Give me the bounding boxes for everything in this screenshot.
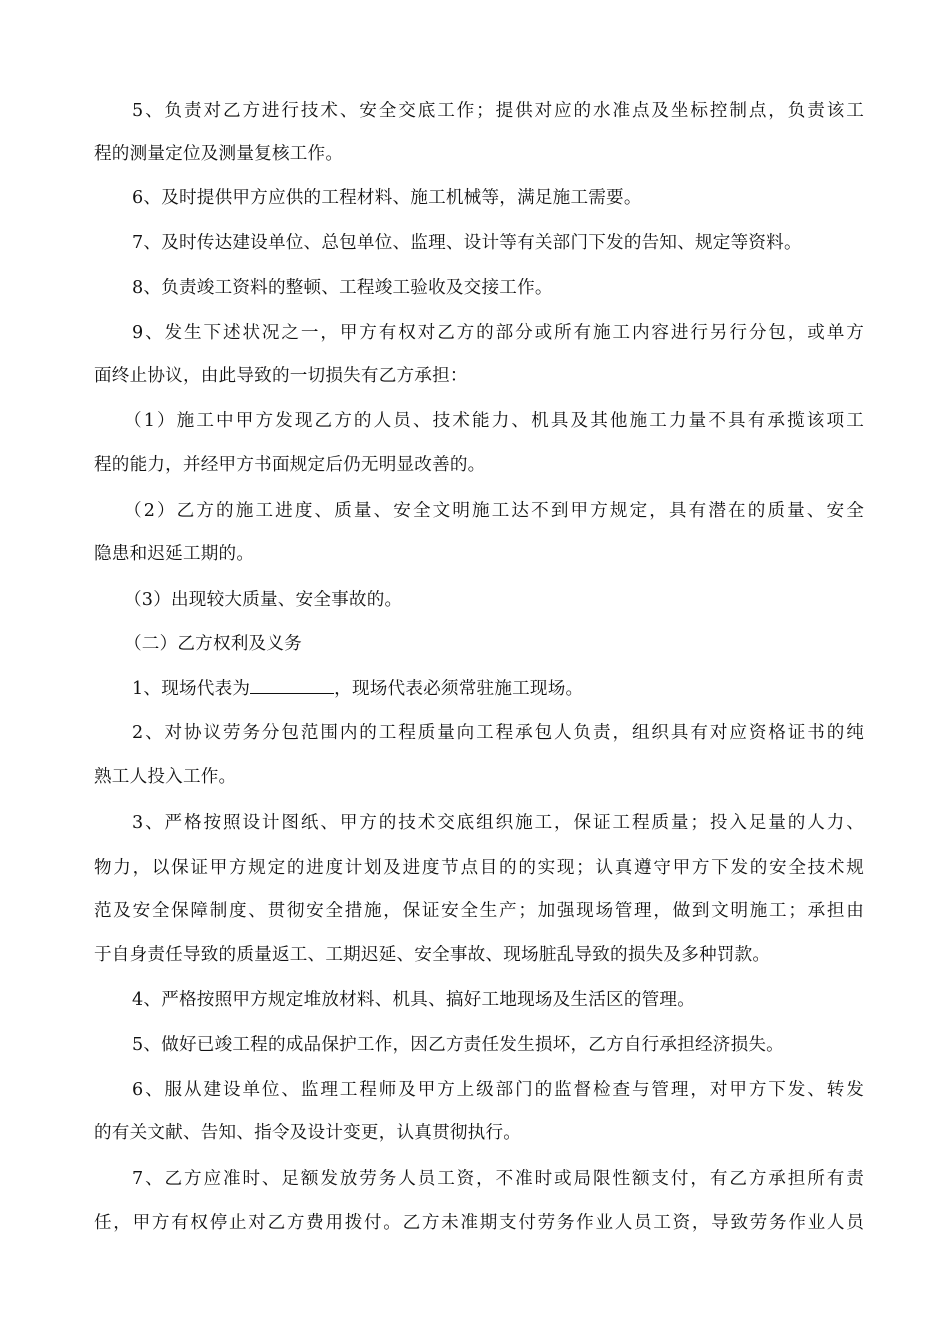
paragraph-line: 5、负责对乙方进行技术、安全交底工作；提供对应的水准点及坐标控制点，负责该工 xyxy=(132,101,864,121)
paragraph-line: 范及安全保障制度、贯彻安全措施，保证安全生产；加强现场管理，做到文明施工；承担由 xyxy=(94,901,864,921)
paragraph-line: 7、及时传达建设单位、总包单位、监理、设计等有关部门下发的告知、规定等资料。 xyxy=(132,233,802,253)
paragraph-line: 6、服从建设单位、监理工程师及甲方上级部门的监督检查与管理，对甲方下发、转发 xyxy=(132,1080,864,1100)
line-suffix: ，现场代表必须常驻施工现场。 xyxy=(334,679,584,699)
paragraph-line: 的有关文献、告知、指令及设计变更，认真贯彻执行。 xyxy=(94,1123,522,1143)
paragraph-line: （2）乙方的施工进度、质量、安全文明施工达不到甲方规定，具有潜在的质量、安全 xyxy=(124,501,864,521)
paragraph-line: 隐患和迟延工期的。 xyxy=(94,544,255,564)
paragraph-line: 任，甲方有权停止对乙方费用拨付。乙方未准期支付劳务作业人员工资，导致劳务作业人员 xyxy=(94,1213,864,1233)
paragraph-line: 7、乙方应准时、足额发放劳务人员工资，不准时或局限性额支付，有乙方承担所有责 xyxy=(132,1169,864,1189)
paragraph-line xyxy=(132,677,864,700)
blank-underline xyxy=(250,677,334,694)
paragraph-line: 5、做好已竣工程的成品保护工作，因乙方责任发生损坏，乙方自行承担经济损失。 xyxy=(132,1035,784,1055)
paragraph-line: 物力，以保证甲方规定的进度计划及进度节点目的的实现；认真遵守甲方下发的安全技术规 xyxy=(94,858,864,878)
paragraph-line: 面终止协议，由此导致的一切损失有乙方承担： xyxy=(94,366,468,386)
line-prefix: 1、现场代表为 xyxy=(132,679,251,699)
paragraph-line: 熟工人投入工作。 xyxy=(94,767,237,787)
paragraph-line: 4、严格按照甲方规定堆放材料、机具、搞好工地现场及生活区的管理。 xyxy=(132,990,696,1010)
paragraph-line: 9、发生下述状况之一，甲方有权对乙方的部分或所有施工内容进行另行分包，或单方 xyxy=(132,323,864,343)
paragraph-line: （3）出现较大质量、安全事故的。 xyxy=(124,590,403,610)
paragraph-line: 6、及时提供甲方应供的工程材料、施工机械等，满足施工需要。 xyxy=(132,188,642,208)
paragraph-line: （1）施工中甲方发现乙方的人员、技术能力、机具及其他施工力量不具有承揽该项工 xyxy=(124,411,864,431)
paragraph-line: 程的能力，并经甲方书面规定后仍无明显改善的。 xyxy=(94,455,486,475)
section-heading: （二）乙方权利及义务 xyxy=(124,634,302,654)
paragraph-line: 3、严格按照设计图纸、甲方的技术交底组织施工，保证工程质量；投入足量的人力、 xyxy=(132,813,864,833)
paragraph-line: 于自身责任导致的质量返工、工期迟延、安全事故、现场脏乱导致的损失及多种罚款。 xyxy=(94,945,771,965)
paragraph-line: 2、对协议劳务分包范围内的工程质量向工程承包人负责，组织具有对应资格证书的纯 xyxy=(132,723,864,743)
paragraph-line: 8、负责竣工资料的整顿、工程竣工验收及交接工作。 xyxy=(132,278,553,298)
paragraph-line: 程的测量定位及测量复核工作。 xyxy=(94,144,344,164)
